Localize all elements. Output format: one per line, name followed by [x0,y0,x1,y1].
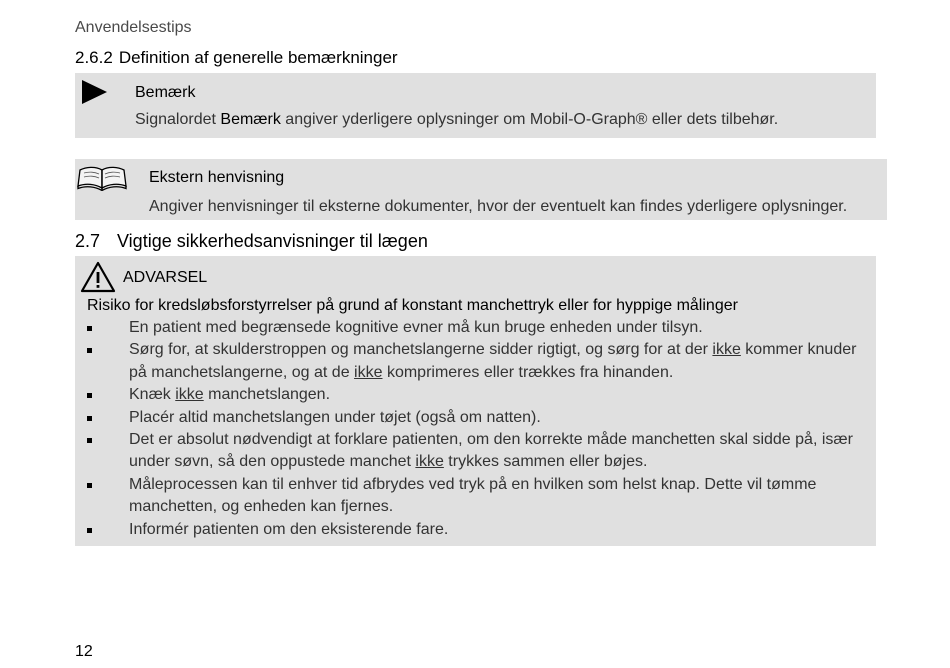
warning-list [87,317,867,541]
bullet-icon [87,348,92,353]
note-text-after: angiver yderligere oplysninger om Mobil-O-Graph® eller dets tilbehør. [280,111,779,128]
list-item-text: Knæk [129,386,176,404]
bullet-icon [87,416,92,421]
list-item-text: komprimeres eller trækkes fra hinanden. [382,363,674,381]
emphasis-text: ikke [175,386,204,404]
bullet-icon [87,483,92,488]
list-item-text: Måleprocessen kan til enhver tid afbrydes ved tryk på en hvilken som helst knap. Dette vil tømme manchetten, og enheden kan fjernes. [129,475,817,516]
note-title: Bemærk [135,84,196,101]
list-item [87,339,867,384]
list-item-text: Informér patienten om den eksisterende fare. [129,520,449,538]
running-header: Anvendelsestips [75,19,192,36]
list-item [87,407,867,429]
list-item-text: Det er absolut nødvendigt at forklare patienten, om den korrekte måde manchetten skal sidde på, især under søvn, så den oppustede manchet [129,431,853,471]
list-item [87,317,867,339]
list-item-text: manchetslangen. [203,386,331,404]
bullet-icon [87,528,92,533]
section-number: 2.6.2 [75,48,113,67]
list-item [87,384,867,406]
bullet-icon [87,393,92,398]
list-item-text: Placér altid manchetslangen under tøjet (også om natten). [129,408,541,426]
list-item-text: En patient med begrænsede kognitive evner må kun bruge enheden under tilsyn. [129,319,703,336]
list-item-text: kommer knuder på manchetslangerne, og at de [129,341,857,381]
emphasis-text: ikke [415,453,444,471]
section-heading-2-6-2 [75,48,398,68]
play-icon [82,80,107,104]
emphasis-text: ikke [712,341,741,359]
page-number: 12 [75,643,93,660]
reference-text: Angiver henvisninger til eksterne dokumenter, hvor der eventuelt kan findes yderligere oplysninger. [149,198,848,215]
reference-title: Ekstern henvisning [149,169,285,186]
list-item [87,429,867,474]
bullet-icon [87,326,92,331]
list-item [87,519,867,541]
warning-triangle-icon [80,261,116,293]
section-heading-2-7 [75,231,428,252]
note-text-keyword: Bemærk [220,111,281,128]
emphasis-text: ikke [354,363,383,381]
list-item [87,474,867,519]
section-number: 2.7 [75,231,101,251]
note-text-before: Signalordet [135,111,221,128]
warning-title: ADVARSEL [123,269,208,286]
list-item-text: Sørg for, at skulderstroppen og manchetslangerne sidder rigtigt, og sørg for at der [129,341,713,359]
bullet-icon [87,438,92,443]
list-item-text: trykkes sammen eller bøjes. [443,453,648,471]
section-title: Definition af generelle bemærkninger [118,48,398,67]
section-title: Vigtige sikkerhedsanvisninger til lægen [117,231,428,251]
warning-risk-statement: Risiko for kredsløbsforstyrrelser på grund af konstant manchettryk eller for hyppige målinger [87,297,738,314]
note-text [135,111,778,129]
book-icon [77,165,127,191]
